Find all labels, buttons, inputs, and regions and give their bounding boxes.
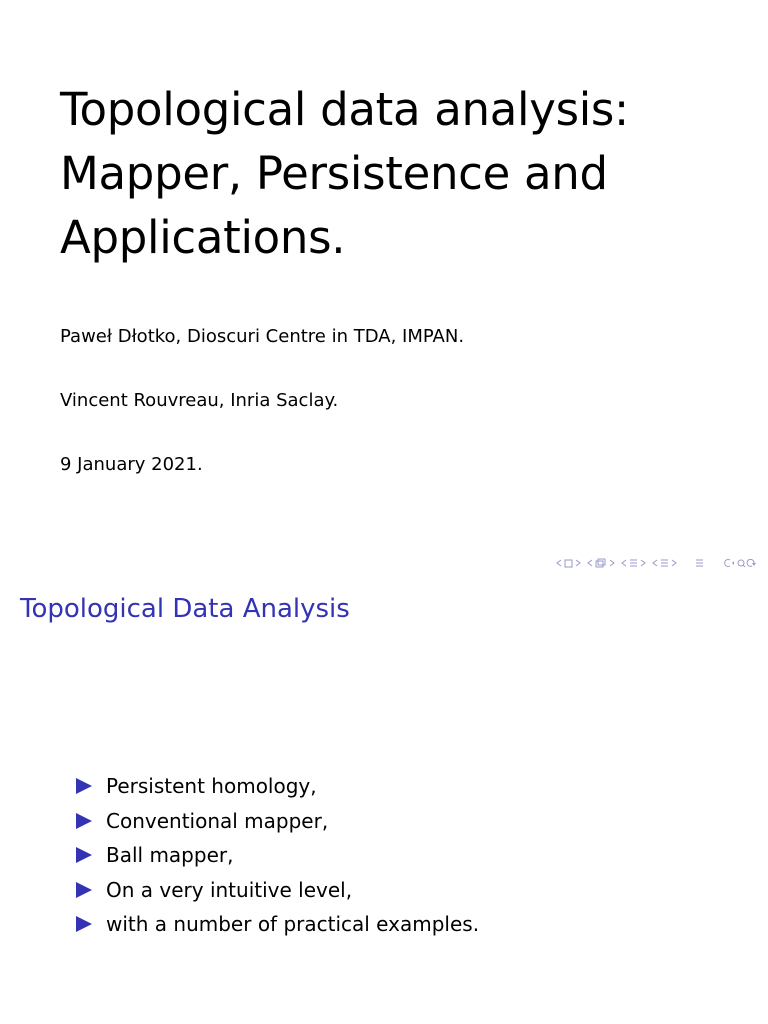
beamer-navigation-bar (556, 555, 760, 571)
list-item (76, 769, 479, 804)
nav-next-subsection-icon[interactable] (640, 559, 646, 567)
content-slide (0, 582, 768, 1024)
nav-frame-group (587, 558, 615, 568)
bullet-triangle-icon (76, 813, 92, 829)
nav-next-slide-icon[interactable] (575, 559, 581, 567)
nav-next-frame-icon[interactable] (609, 559, 615, 567)
bullet-text: Persistent homology, (106, 774, 317, 799)
list-item (76, 804, 479, 839)
nav-prev-slide-icon[interactable] (556, 559, 562, 567)
bullet-list (76, 769, 479, 942)
bullet-text: with a number of practical examples. (106, 912, 480, 937)
nav-prev-section-icon[interactable] (652, 559, 658, 567)
list-item (76, 873, 479, 908)
frame-title: Topological Data Analysis (20, 594, 350, 624)
author-1: Paweł Dłotko, Dioscuri Centre in TDA, IMPAN. (60, 326, 465, 347)
list-item (76, 907, 479, 942)
bullet-text: Ball mapper, (106, 843, 234, 868)
nav-slide-icon[interactable] (564, 559, 573, 568)
nav-section-group (652, 558, 677, 568)
nav-slide-group (556, 559, 581, 568)
nav-search-icon[interactable] (722, 558, 760, 568)
title-line-2: Mapper, Persistence and (60, 147, 608, 200)
bullet-triangle-icon (76, 916, 92, 932)
presentation-date: 9 January 2021. (60, 454, 203, 475)
nav-next-section-icon[interactable] (671, 559, 677, 567)
presentation-title (60, 78, 740, 270)
title-line-3: Applications. (60, 211, 346, 264)
bullet-text: On a very intuitive level, (106, 877, 353, 902)
nav-frame-icon[interactable] (595, 558, 607, 568)
bullet-triangle-icon (76, 882, 92, 898)
title-line-1: Topological data analysis: (60, 83, 629, 136)
nav-prev-frame-icon[interactable] (587, 559, 593, 567)
nav-appendix-icon[interactable] (695, 558, 704, 568)
bullet-triangle-icon (76, 847, 92, 863)
bullet-text: Conventional mapper, (106, 808, 329, 833)
bullet-triangle-icon (76, 778, 92, 794)
list-item (76, 838, 479, 873)
nav-subsection-icon[interactable] (629, 558, 638, 568)
nav-prev-subsection-icon[interactable] (621, 559, 627, 567)
nav-section-icon[interactable] (660, 558, 669, 568)
author-2: Vincent Rouvreau, Inria Saclay. (60, 390, 339, 411)
nav-subsection-group (621, 558, 646, 568)
